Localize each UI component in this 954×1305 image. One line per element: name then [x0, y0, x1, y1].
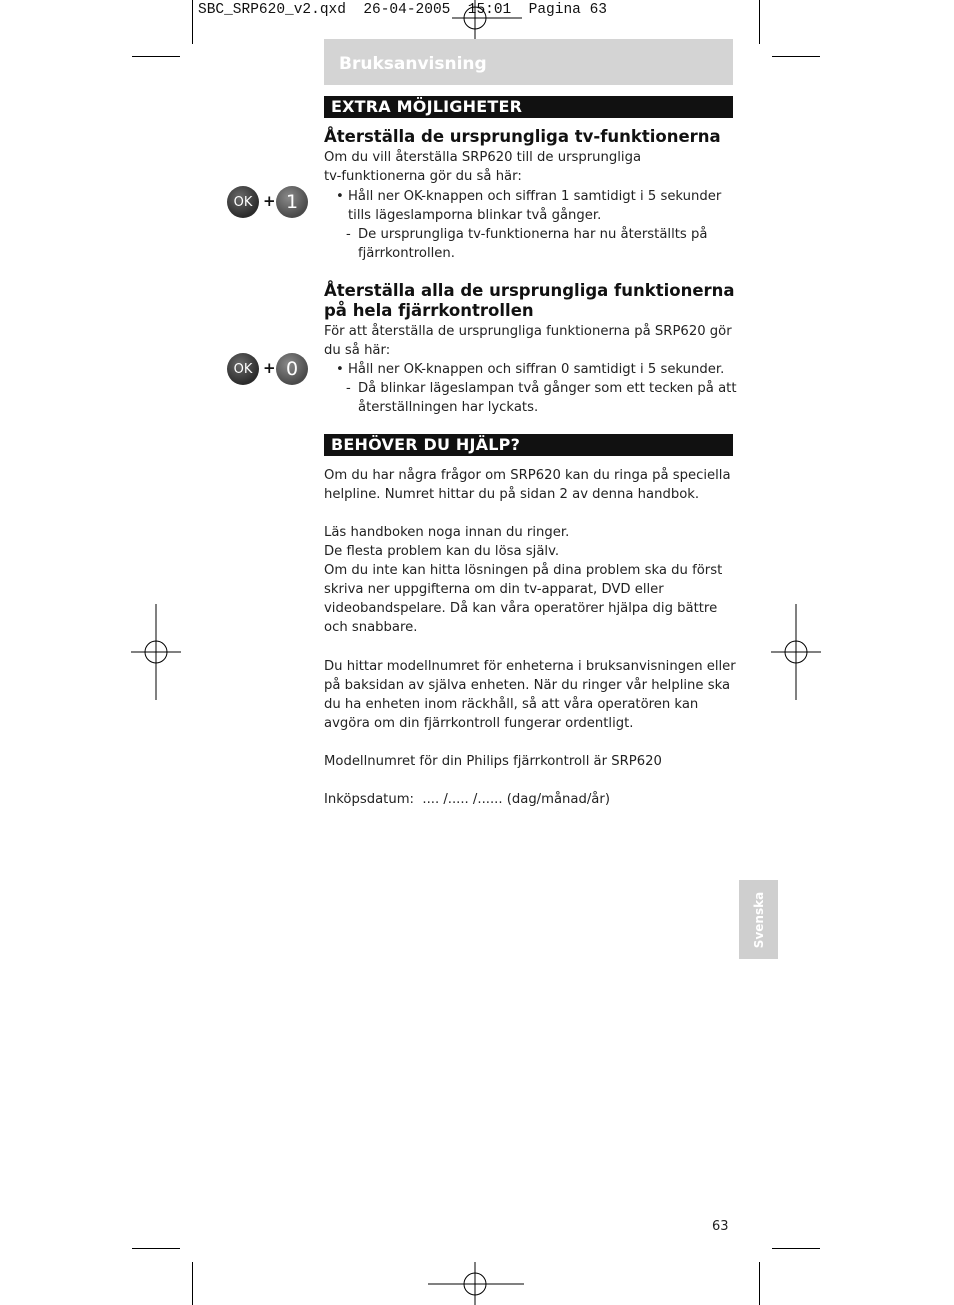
language-tab-label: Svenska [751, 891, 766, 948]
section-title: BEHÖVER DU HJÄLP? [331, 435, 521, 454]
registration-mark-icon [452, 0, 522, 42]
registration-mark-icon [428, 1262, 524, 1305]
help-paragraph: Om du inte kan hitta lösningen på dina problem ska du först skriva ner uppgifterna om din tv-apparat, DVD eller videobandspelare. Då kan våra operatörer hjälpa dig bättre och snabbare. [324, 563, 723, 635]
ok-plus-1-keys [227, 186, 307, 218]
help-paragraph: Om du har några frågor om SRP620 kan du ringa på speciella helpline. Numret hittar du på sidan 2 av denna handbok. [324, 468, 731, 502]
help-line: De flesta problem kan du lösa själv. [324, 544, 560, 559]
section-bar-extra [324, 96, 733, 118]
registration-mark-icon [771, 604, 821, 700]
header-band [324, 39, 733, 85]
model-number-line: Modellnumret för din Philips fjärrkontroll är SRP620 [324, 754, 662, 769]
page-title: Bruksanvisning [339, 54, 487, 74]
plus-sign: + [263, 359, 276, 377]
ok-plus-0-keys [227, 353, 307, 385]
crop-mark [772, 1248, 820, 1249]
digit-0-key-icon: 0 [276, 353, 308, 385]
crop-mark [759, 1262, 760, 1305]
page-number: 63 [712, 1219, 729, 1234]
intro-line: Om du vill återställa SRP620 till de ursprungliga [324, 150, 642, 165]
crop-mark [132, 1248, 180, 1249]
crop-mark [759, 0, 760, 44]
registration-mark-icon [131, 604, 181, 700]
subheading-reset-all: Återställa alla de ursprungliga funktionerna på hela fjärrkontrollen [324, 281, 735, 320]
help-line: Läs handboken noga innan du ringer. [324, 525, 570, 540]
crop-mark [192, 0, 193, 44]
purchase-date-line: Inköpsdatum: .... /..... /...... (dag/månad/år) [324, 792, 610, 807]
plus-sign: + [263, 192, 276, 210]
help-paragraph: Du hittar modellnumret för enheterna i bruksanvisningen eller på baksidan av själva enheten. När du ringer vår helpline ska du ha enheten inom räckhåll, så att våra operatören kan avgöra om din fjärrkontroll fungerar ordentligt. [324, 659, 736, 731]
print-slug: SBC_SRP620_v2.qxd 26-04-2005 15:01 Pagina 63 [198, 2, 607, 18]
intro-text: För att återställa de ursprungliga funktionerna på SRP620 gör du så här: [324, 324, 732, 358]
subheading-reset-tv: Återställa de ursprungliga tv-funktionerna [324, 127, 721, 146]
ok-key-icon: OK [227, 353, 259, 385]
crop-mark [192, 1262, 193, 1305]
crop-mark [132, 56, 180, 57]
section-bar-help [324, 434, 733, 456]
intro-line: tv-funktionerna gör du så här: [324, 169, 522, 184]
section-title: EXTRA MÖJLIGHETER [331, 97, 523, 116]
ok-key-icon: OK [227, 186, 259, 218]
digit-1-key-icon: 1 [276, 186, 308, 218]
language-tab [739, 880, 778, 959]
crop-mark [772, 56, 820, 57]
